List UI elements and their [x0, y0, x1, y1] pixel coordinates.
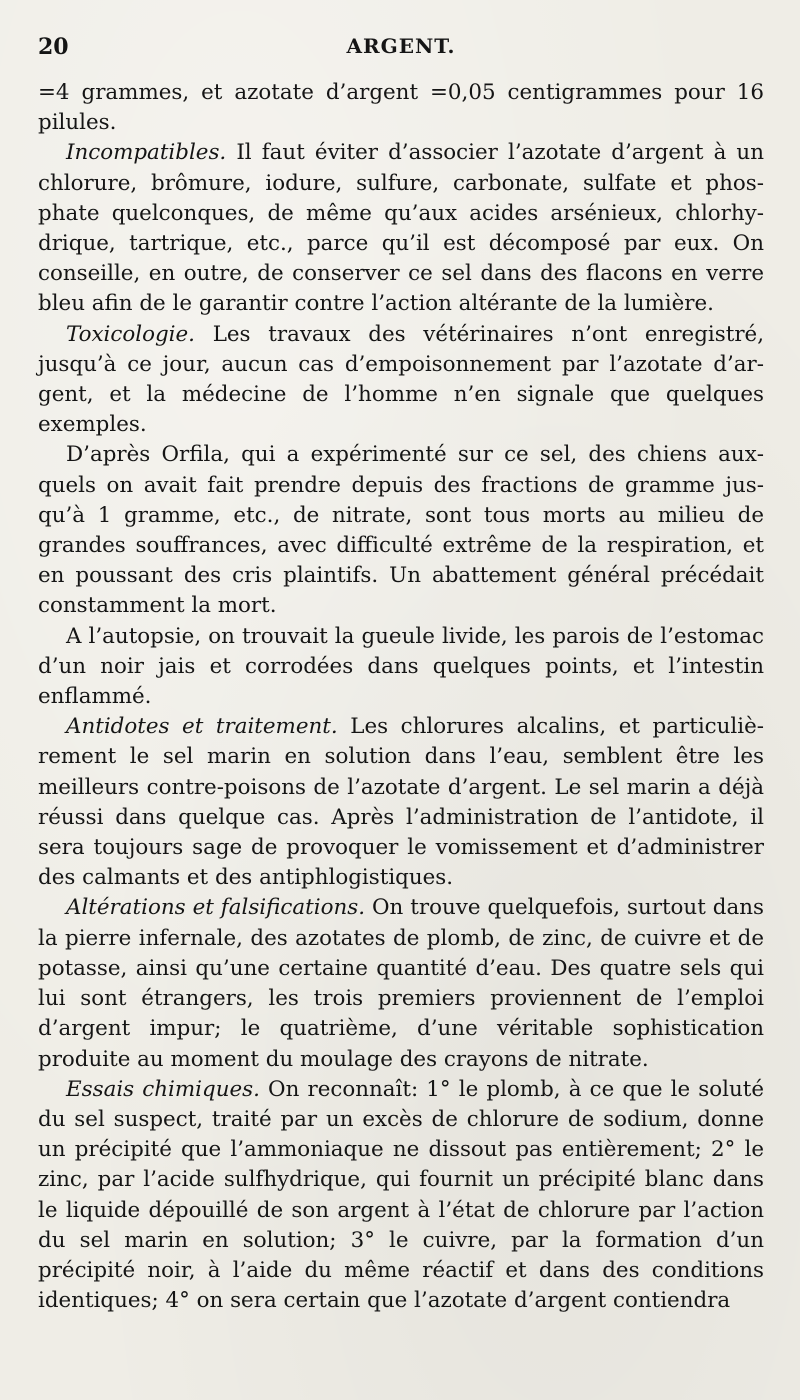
page-number: 20	[38, 34, 69, 60]
paragraph-antidotes	[38, 712, 764, 893]
section-heading: Antidotes et traitement.	[66, 714, 338, 740]
paragraph-text: Il faut éviter d’associer l’azotate d’argent à un chlorure, brômure, iodure, sulfure, carbonate, sulfate et phosphate quelconques, de même qu’aux acides arsénieux, chlorhydrique, tartrique, etc., parce qu’il est décomposé par eux. On conseille, en outre, de conserver ce sel dans des flacons en verre bleu afin de le garantir contre l’action altérante de la lumière.	[38, 140, 764, 317]
section-heading: Essais chimiques.	[66, 1076, 260, 1102]
paragraph-continuation	[38, 78, 764, 138]
body-text	[38, 78, 764, 1316]
paragraph-orfila	[38, 440, 764, 621]
running-head	[38, 28, 764, 64]
paragraph-text: =4 grammes, et azotate d’argent =0,05 centigrammes pour 16 pilules.	[38, 80, 764, 136]
paragraph-text: Les chlorures alcalins, et particulièrement le sel marin en solution dans l’eau, semblent être les meilleurs contre-poisons de l’azotate d’argent. Le sel marin a déjà réussi dans quelque cas. Après l’administration de l’antidote, il sera toujours sage de provoquer le vomissement et d’administrer des calmants et des antiphlogistiques.	[38, 714, 765, 891]
paragraph-text: On trouve quelquefois, surtout dans la pierre infernale, des azotates de plomb, de zinc, de cuivre et de potasse, ainsi qu’une certaine quantité d’eau. Des quatre sels qui lui sont étrangers, les trois premiers proviennent de l’emploi d’argent impur; le quatrième, d’une véritable sophistication produite au moment du moulage des crayons de nitrate.	[38, 895, 764, 1072]
paragraph-incompatibles	[38, 138, 764, 319]
paragraph-text: Les travaux des vétérinaires n’ont enregistré, jusqu’à ce jour, aucun cas d’empoisonnement par l’azotate d’argent, et la médecine de l’homme n’en signale que quelques exemples.	[38, 321, 764, 438]
paragraph-autopsie	[38, 622, 764, 713]
section-heading: Toxicologie.	[66, 321, 195, 347]
section-heading: Altérations et falsifications.	[66, 895, 366, 921]
paragraph-text: A l’autopsie, on trouvait la gueule livide, les parois de l’estomac d’un noir jais et corrodées dans quelques points, et l’intestin enflammé.	[38, 623, 764, 710]
paragraph-text: D’après Orfila, qui a expérimenté sur ce sel, des chiens auxquels on avait fait prendre depuis des fractions de gramme jusqu’à 1 gramme, etc., de nitrate, sont tous morts au milieu de grandes souffrances, avec difficulté extrême de la respiration, et en poussant des cris plaintifs. Un abattement général précédait constamment la mort.	[38, 442, 764, 619]
section-heading: Incompatibles.	[66, 140, 227, 166]
running-title: ARGENT.	[346, 34, 456, 58]
paragraph-essais	[38, 1075, 764, 1317]
paragraph-alterations	[38, 893, 764, 1074]
paragraph-toxicologie	[38, 320, 764, 441]
paragraph-text: On reconnaît: 1° le plomb, à ce que le soluté du sel suspect, traité par un excès de chlorure de sodium, donne un précipité que l’ammoniaque ne dissout pas entièrement; 2° le zinc, par l’acide sulfhydrique, qui fournit un précipité blanc dans le liquide dépouillé de son argent à l’état de chlorure par l’action du sel marin en solution; 3° le cuivre, par la formation d’un précipité noir, à l’aide du même réactif et dans des conditions identiques; 4° on sera certain que l’azotate d’argent contiendra	[38, 1076, 764, 1314]
